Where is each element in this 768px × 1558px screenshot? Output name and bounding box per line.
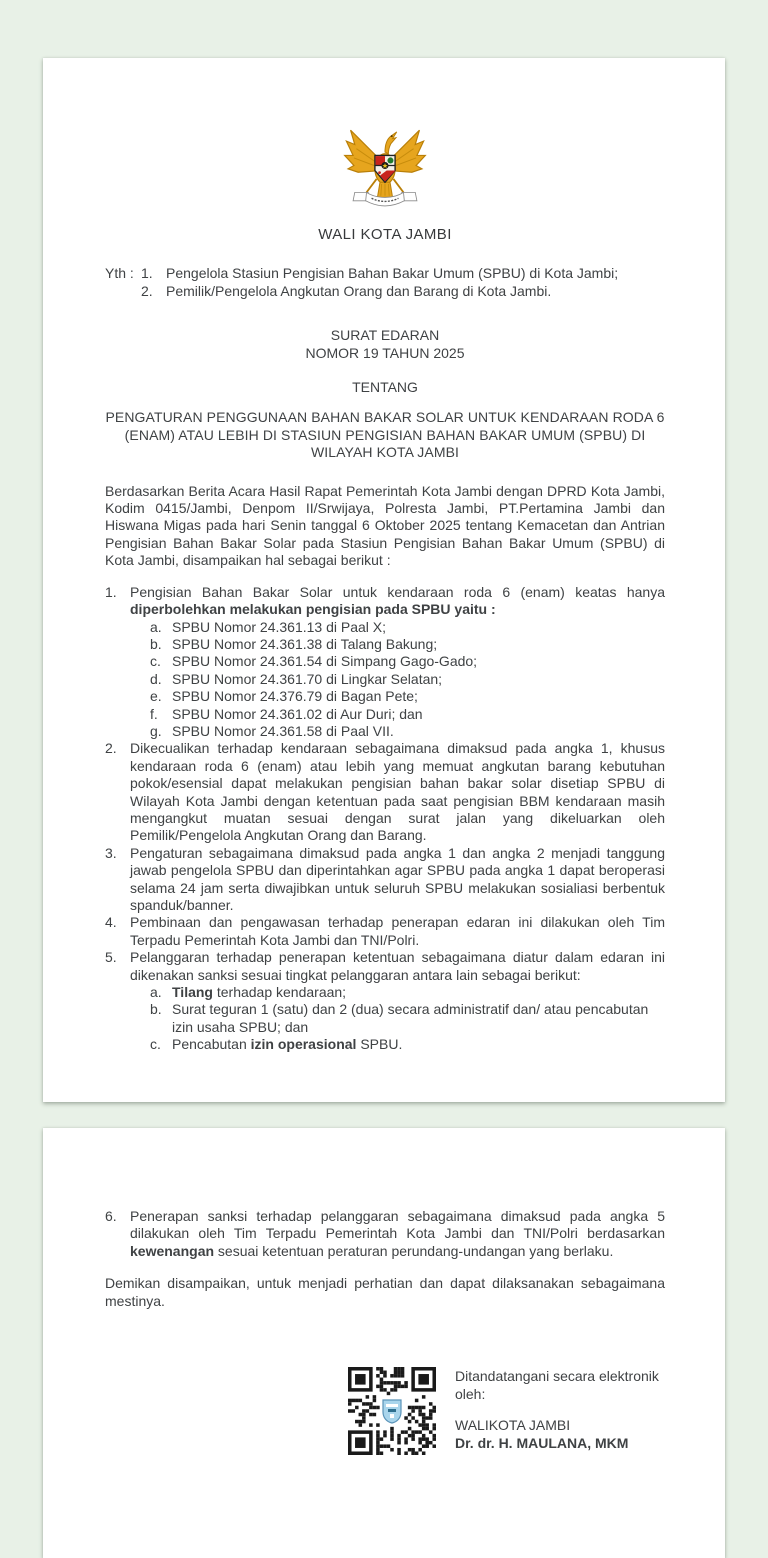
list-item <box>105 584 665 741</box>
document-page-2 <box>43 1128 725 1558</box>
list-item-text: Pengaturan sebagaimana dimaksud pada angka 1 dan angka 2 menjadi tanggung jawab pengelola SPBU dan diperintahkan agar SPBU pada angka 1 dapat beroperasi selama 24 jam serta diwajibkan untuk seluruh SPBU melakukan sosialiasi berbentuk spanduk/banner. <box>130 844 665 913</box>
list-item-number: 3. <box>105 844 117 861</box>
list-item <box>141 265 665 282</box>
list-item-text: Pembinaan dan pengawasan terhadap penerapan edaran ini dilakukan oleh Tim Terpadu Pemerintah Kota Jambi dan TNI/Polri. <box>130 914 665 948</box>
list-item-number: 2. <box>105 740 117 757</box>
addressee-list <box>141 265 665 300</box>
closing-paragraph: Demikan disampaikan, untuk menjadi perhatian dan dapat dilaksanakan sebagaimana mestinya. <box>105 1275 665 1309</box>
list-item <box>105 949 665 1053</box>
directive-list-continued <box>105 1208 665 1260</box>
list-item-text: Dikecualikan terhadap kendaraan sebagaimana dimaksud pada angka 1, khusus kendaraan roda 6 (enam) atau lebih yang memuat angkutan barang kebutuhan pokok/esensial dapat melakukan pengisian bahan bakar solar disetiap SPBU di Wilayah Kota Jambi dengan ketentuan pada saat pengisian BBM kendaraan masih mengangkut muatan sesuai dengan surat jalan yang dikeluarkan oleh Pemilik/Pengelola Angkutan Orang dan Barang. <box>130 740 665 844</box>
jambi-city-crest-icon <box>381 1398 403 1424</box>
list-item-text: Pengisian Bahan Bakar Solar untuk kendaraan roda 6 (enam) keatas hanya diperbolehkan melakukan pengisian pada SPBU yaitu : <box>130 583 665 618</box>
list-item-number: 1. <box>141 265 153 282</box>
list-item-number: 5. <box>105 949 117 966</box>
sub-list-item: d. SPBU Nomor 24.361.70 di Lingkar Selatan; <box>150 670 443 687</box>
sub-list-item: b. Surat teguran 1 (satu) dan 2 (dua) secara administratif dan/ atau pencabutan izin usaha SPBU; dan <box>150 1001 649 1035</box>
sub-list-item: a. SPBU Nomor 24.361.13 di Paal X; <box>150 618 387 635</box>
about-label: TENTANG <box>352 379 418 396</box>
list-item-number: 1. <box>105 583 117 600</box>
doc-title: SURAT EDARAN <box>330 327 440 344</box>
sub-list-item: c. Pencabutan izin operasional SPBU. <box>150 1036 403 1053</box>
directive-list <box>105 584 665 1054</box>
sub-list-item: a. Tilang terhadap kendaraan; <box>150 984 347 1001</box>
sub-list-item: b. SPBU Nomor 24.361.38 di Talang Bakung; <box>150 635 438 652</box>
sub-list-item: c. SPBU Nomor 24.361.54 di Simpang Gago-Gado; <box>150 653 478 670</box>
sub-list-item: e. SPBU Nomor 24.376.79 di Bagan Pete; <box>150 688 418 705</box>
list-item-text: Pelanggaran terhadap penerapan ketentuan sebagaimana diatur dalam edaran ini dikenakan sanksi sesuai tingkat pelanggaran antara lain sebagai berikut: <box>130 949 665 983</box>
subject-title: PENGATURAN PENGGUNAAN BAHAN BAKAR SOLAR UNTUK KENDARAAN RODA 6 (ENAM) ATAU LEBIH DI STASIUN PENGISIAN BAHAN BAKAR UMUM (SPBU) DI WILAYAH KOTA JAMBI <box>105 409 665 461</box>
signer-name: Dr. dr. H. MAULANA, MKM <box>455 1435 629 1452</box>
sub-list-item: g. SPBU Nomor 24.361.58 di Paal VII. <box>150 722 394 739</box>
document-page-1 <box>43 58 725 1102</box>
list-item-text: Pemilik/Pengelola Angkutan Orang dan Barang di Kota Jambi. <box>166 282 552 299</box>
signature-note-line1: Ditandatangani secara elektronik <box>455 1368 659 1385</box>
list-item-text: Penerapan sanksi terhadap pelanggaran sebagaimana dimaksud pada angka 5 dilakukan oleh Tim Terpadu Pemerintah Kota Jambi dan TNI/Polri berdasarkan kewenangan sesuai ketentuan peraturan perundang-undangan yang berlaku. <box>130 1208 665 1259</box>
addressee-label: Yth : <box>105 265 134 282</box>
list-item <box>141 283 665 300</box>
sub-list-item: f. SPBU Nomor 24.361.02 di Aur Duri; dan <box>150 705 423 722</box>
signature-note-line2: oleh: <box>455 1386 486 1403</box>
addressee-block <box>105 265 665 300</box>
list-item-number: 4. <box>105 914 117 931</box>
letterhead-title: WALI KOTA JAMBI <box>318 226 452 243</box>
doc-number: NOMOR 19 TAHUN 2025 <box>305 344 465 361</box>
signer-title: WALIKOTA JAMBI <box>455 1417 571 1434</box>
list-item-text: Pengelola Stasiun Pengisian Bahan Bakar Umum (SPBU) di Kota Jambi; <box>166 265 619 282</box>
signature-block <box>348 1367 665 1455</box>
qr-code <box>348 1367 436 1455</box>
list-item-number: 2. <box>141 282 153 299</box>
garuda-pancasila-emblem-icon <box>343 118 427 213</box>
list-item <box>105 1208 665 1260</box>
intro-paragraph: Berdasarkan Berita Acara Hasil Rapat Pemerintah Kota Jambi dengan DPRD Kota Jambi, Kodim 0415/Jambi, Denpom II/Srwijaya, Polresta Jambi, PT.Pertamina Jambi dan Hiswana Migas pada hari Senin tanggal 6 Oktober 2025 tentang Kemacetan dan Antrian Pengisian Bahan Bakar Solar pada Stasiun Pengisian Bahan Bakar Umum (SPBU) di Kota Jambi, disampaikan hal sebagai berikut : <box>105 482 665 569</box>
list-item <box>105 914 665 949</box>
list-item <box>105 845 665 915</box>
list-item <box>105 740 665 844</box>
list-item-number: 6. <box>105 1208 117 1224</box>
